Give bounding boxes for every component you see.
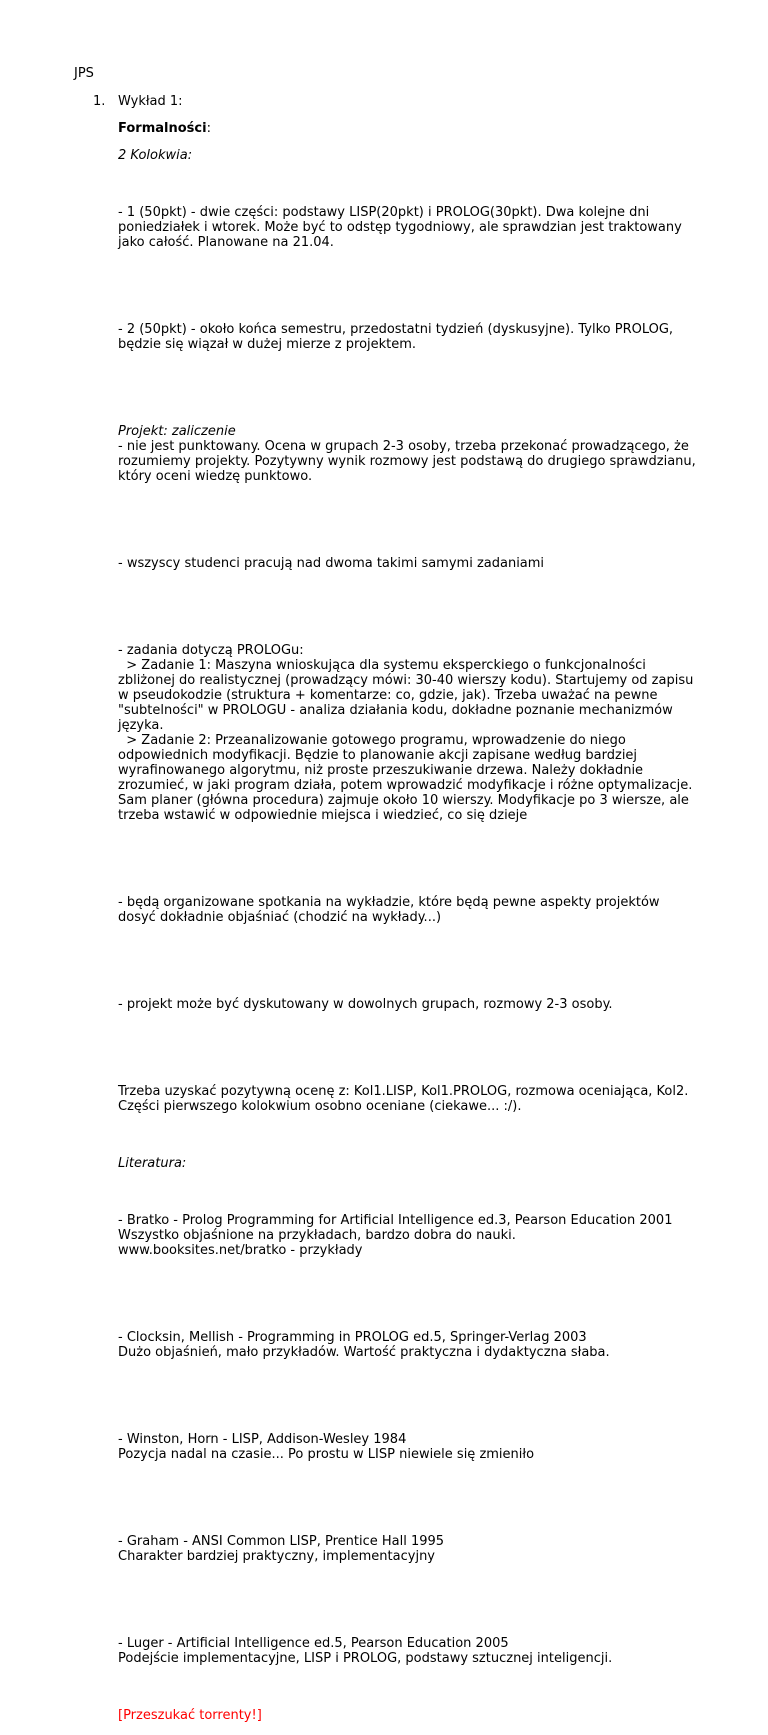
text-line: - zadania dotyczą PROLOGu: [118,643,304,658]
text-line: - nie jest punktowany. Ocena w grupach 2-3 osoby, trzeba przekonać prowadzącego, że [118,439,689,454]
text-line: - 2 (50pkt) - około końca semestru, przedostatni tydzień (dyskusyjne). Tylko PROLOG, [118,322,674,337]
text-line: - Bratko - Prolog Programming for Artificial Intelligence ed.3, Pearson Education 2001 [118,1213,673,1228]
text-line: odpowiednich modyfikacji. Będzie to planowanie akcji zapisane według bardziej [118,748,638,763]
text-line: Pozycja nadal na czasie... Po prostu w LISP niewiele się zmieniło [118,1447,535,1462]
formalities-title: Formalności [118,121,207,136]
text-line: będzie się wiązał w dużej mierze z projektem. [118,337,417,352]
project-heading: Projekt: zaliczenie [118,424,236,439]
literature-item [118,1300,708,1390]
text-line: - będą organizowane spotkania na wykładzie, które będą pewne aspekty projektów [118,895,660,910]
formalities-heading [118,121,708,136]
text-line: > Zadanie 2: Przeanalizowanie gotowego programu, wprowadzenie do niego [118,733,626,748]
text-line: "subtelności" w PROLOGU - analiza działania kodu, dokładne poznanie mechanizmów [118,703,673,718]
torrent-note: [Przeszukać torrenty!] [118,1708,262,1723]
text-line: zbliżonej do realistycznej (prowadzący mówi: 30-40 wierszy kodu). Startujemy od zapisu [118,673,694,688]
meetings-paragraph [118,865,708,955]
text-line: rozumiemy projekty. Pozytywny wynik rozmowy jest podstawą do drugiego sprawdzianu, [118,454,696,469]
literature-item [118,1504,708,1594]
grading-paragraph [118,1054,708,1144]
text-line: w pseudokodzie (struktura + komentarze: co, gdzie, jak). Trzeba uważać na pewne [118,688,658,703]
test1-paragraph [118,175,708,280]
text-line: - projekt może być dyskutowany w dowolnych grupach, rozmowy 2-3 osoby. [118,997,613,1012]
text-line: wyrafinowanego algorytmu, niż proste przeszukiwanie drzewa. Należy dokładnie [118,763,644,778]
text-line: - Luger - Artificial Intelligence ed.5, Pearson Education 2005 [118,1636,509,1651]
text-line: dosyć dokładnie objaśniać (chodzić na wykłady...) [118,910,442,925]
same-tasks-paragraph [118,526,708,601]
text-line: poniedziałek i wtorek. Może być to odstęp tygodniowy, ale sprawdzian jest traktowany [118,220,682,235]
text-line: zrozumieć, w jaki program działa, potem wprowadzić modyfikacje i różne optymalizacje. [118,778,693,793]
text-line: Charakter bardziej praktyczny, implementacyjny [118,1549,435,1564]
literature-item [118,1606,708,1696]
lecture-content [118,121,708,1735]
text-line: Części pierwszego kolokwium osobno oceniane (ciekawe... :/). [118,1099,522,1114]
project-paragraph [118,394,708,514]
test2-paragraph [118,292,708,382]
text-line: Wszystko objaśnione na przykładach, bardzo dobra do nauki. [118,1228,516,1243]
text-line: Trzeba uzyskać pozytywną ocenę z: Kol1.LISP, Kol1.PROLOG, rozmowa oceniająca, Kol2. [118,1084,689,1099]
text-line: - Winston, Horn - LISP, Addison-Wesley 1984 [118,1432,407,1447]
discussion-paragraph [118,967,708,1042]
text-line: który oceni wiedzę punktowo. [118,469,313,484]
literature-item [118,1402,708,1492]
text-line: > Zadanie 1: Maszyna wnioskująca dla systemu eksperckiego o funkcjonalności [118,658,646,673]
text-line: trzeba wstawić w odpowiednie miejsca i wiedzieć, co się dzieje [118,808,528,823]
lecture-title: Wykład 1: [118,94,183,109]
text-line: języka. [118,718,164,733]
text-line: www.booksites.net/bratko - przykłady [118,1243,363,1258]
tests-heading: 2 Kolokwia: [118,148,193,163]
text-line: - 1 (50pkt) - dwie części: podstawy LISP(20pkt) i PROLOG(30pkt). Dwa kolejne dni [118,205,650,220]
list-number: 1. [93,94,106,109]
tasks-paragraph [118,613,708,853]
text-line: Dużo objaśnień, mało przykładów. Wartość praktyczna i dydaktyczna słaba. [118,1345,610,1360]
text-line: Sam planer (główna procedura) zajmuje około 10 wierszy. Modyfikacje po 3 wiersze, ale [118,793,689,808]
text-line: Podejście implementacyjne, LISP i PROLOG, podstawy sztucznej inteligencji. [118,1651,613,1666]
text-line: jako całość. Planowane na 21.04. [118,235,334,250]
text-line: - Clocksin, Mellish - Programming in PROLOG ed.5, Springer-Verlag 2003 [118,1330,587,1345]
literature-heading: Literatura: [118,1156,187,1171]
literature-item [118,1183,708,1288]
text-line: - wszyscy studenci pracują nad dwoma takimi samymi zadaniami [118,556,545,571]
document-header: JPS [74,66,94,81]
formalities-colon: : [206,121,211,136]
text-line: - Graham - ANSI Common LISP, Prentice Hall 1995 [118,1534,445,1549]
